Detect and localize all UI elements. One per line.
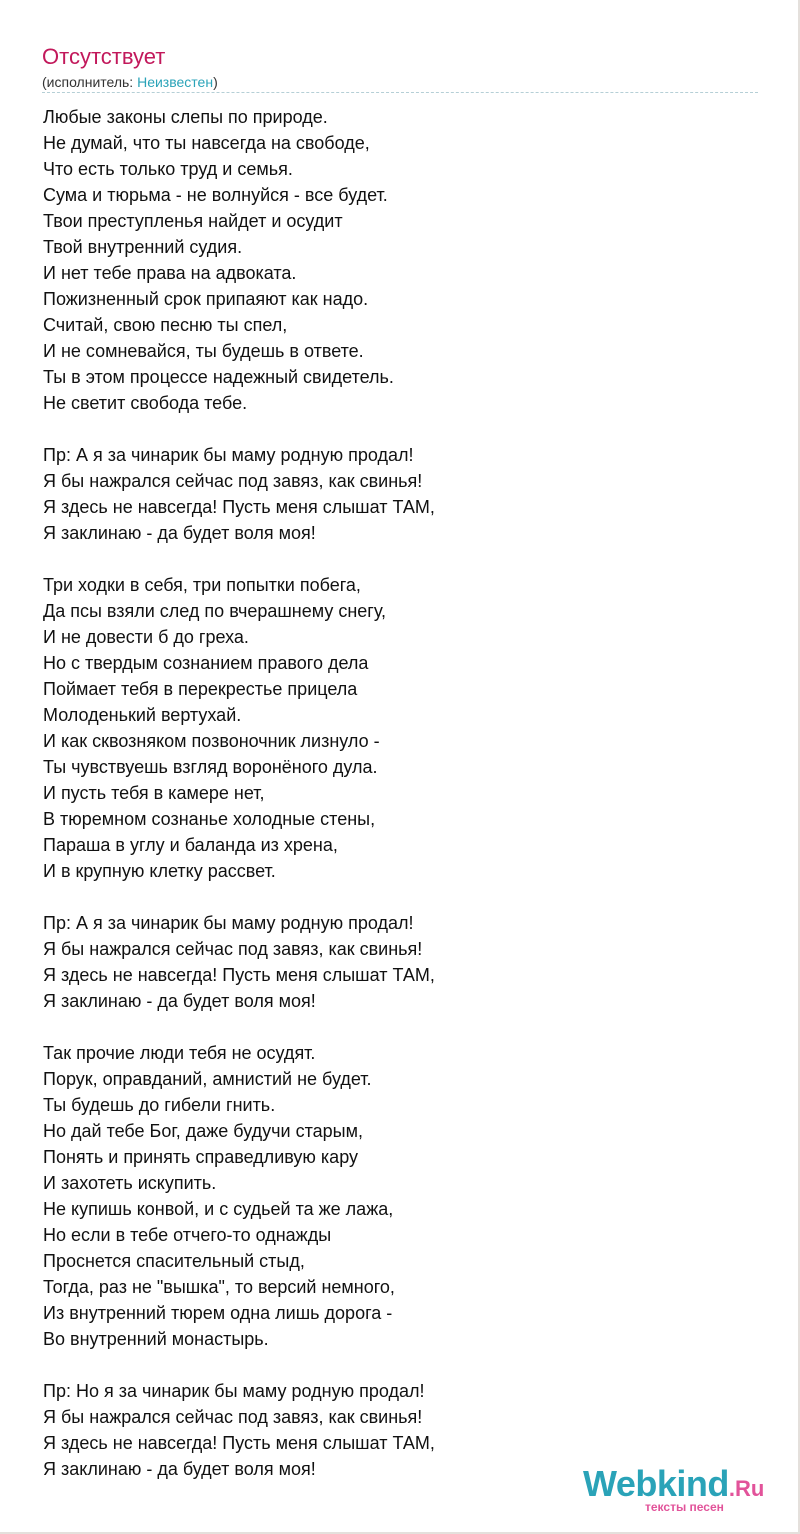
lyric-line: Но с твердым сознанием правого дела <box>43 653 369 673</box>
lyric-line: И не довести б до греха. <box>43 627 249 647</box>
lyric-line: Из внутренний тюрем одна лишь дорога - <box>43 1303 393 1323</box>
artist-suffix: ) <box>213 74 218 90</box>
lyrics-stanza <box>43 1040 763 1352</box>
lyric-line: Пр: Но я за чинарик бы маму родную продал! <box>43 1381 425 1401</box>
lyrics-stanza <box>43 572 763 884</box>
lyric-line: В тюремном сознанье холодные стены, <box>43 809 376 829</box>
lyric-line: Не светит свобода тебе. <box>43 393 248 413</box>
lyrics-stanza <box>43 910 763 1014</box>
lyric-line: Молоденький вертухай. <box>43 705 242 725</box>
lyric-line: И пусть тебя в камере нет, <box>43 783 265 803</box>
lyric-line: Да псы взяли след по вчерашнему снегу, <box>43 601 387 621</box>
lyric-line: Поймает тебя в перекрестье прицела <box>43 679 358 699</box>
logo-tagline: тексты песен <box>645 1500 724 1514</box>
site-logo[interactable] <box>583 1464 783 1514</box>
lyric-line: Ты чувствуешь взгляд воронёного дула. <box>43 757 378 777</box>
artist-link[interactable]: Неизвестен <box>137 74 214 90</box>
song-title: Отсутствует <box>42 44 166 69</box>
lyric-line: Так прочие люди тебя не осудят. <box>43 1043 316 1063</box>
artist-prefix: (исполнитель: <box>42 74 138 90</box>
lyric-line: Я бы нажрался сейчас под завяз, как свинья! <box>43 1407 423 1427</box>
artist-line <box>42 73 218 91</box>
lyric-line: Не купишь конвой, и с судьей та же лажа, <box>43 1199 394 1219</box>
lyrics-stanza <box>43 104 763 416</box>
lyric-line: Я бы нажрался сейчас под завяз, как свинья! <box>43 471 423 491</box>
lyric-line: Во внутренний монастырь. <box>43 1329 269 1349</box>
title-divider <box>42 92 758 93</box>
lyric-line: Пр: А я за чинарик бы маму родную продал! <box>43 445 414 465</box>
lyrics-stanza <box>43 442 763 546</box>
lyric-line: И захотеть искупить. <box>43 1173 217 1193</box>
lyric-line: Считай, свою песню ты спел, <box>43 315 288 335</box>
lyric-line: Твой внутренний судия. <box>43 237 243 257</box>
lyric-line: Я заклинаю - да будет воля моя! <box>43 523 316 543</box>
lyric-line: Я заклинаю - да будет воля моя! <box>43 1459 316 1479</box>
lyric-line: Тогда, раз не "вышка", то версий немного, <box>43 1277 395 1297</box>
logo-domain: .Ru <box>728 1476 765 1501</box>
lyric-line: Три ходки в себя, три попытки побега, <box>43 575 361 595</box>
lyric-line: Порук, оправданий, амнистий не будет. <box>43 1069 372 1089</box>
lyric-line: И как сквозняком позвоночник лизнуло - <box>43 731 380 751</box>
lyric-line: Что есть только труд и семья. <box>43 159 293 179</box>
lyric-line: Я бы нажрался сейчас под завяз, как свинья! <box>43 939 423 959</box>
lyric-line: Я заклинаю - да будет воля моя! <box>43 991 316 1011</box>
lyric-line: И нет тебе права на адвоката. <box>43 263 297 283</box>
lyric-line: Пр: А я за чинарик бы маму родную продал! <box>43 913 414 933</box>
lyric-line: Не думай, что ты навсегда на свободе, <box>43 133 370 153</box>
lyric-line: Параша в углу и баланда из хрена, <box>43 835 338 855</box>
lyric-line: Твои преступленья найдет и осудит <box>43 211 343 231</box>
lyric-line: И не сомневайся, ты будешь в ответе. <box>43 341 364 361</box>
lyrics-body <box>43 104 763 1508</box>
lyric-line: И в крупную клетку рассвет. <box>43 861 276 881</box>
lyric-line: Но если в тебе отчего-то однажды <box>43 1225 332 1245</box>
lyric-line: Ты в этом процессе надежный свидетель. <box>43 367 394 387</box>
lyric-line: Пожизненный срок припаяют как надо. <box>43 289 369 309</box>
lyric-line: Понять и принять справедливую кару <box>43 1147 358 1167</box>
logo-name: Webkind <box>583 1463 729 1504</box>
lyric-line: Проснется спасительный стыд, <box>43 1251 305 1271</box>
lyric-line: Я здесь не навсегда! Пусть меня слышат ТАМ, <box>43 497 435 517</box>
lyric-line: Ты будешь до гибели гнить. <box>43 1095 276 1115</box>
lyric-line: Но дай тебе Бог, даже будучи старым, <box>43 1121 363 1141</box>
lyric-line: Я здесь не навсегда! Пусть меня слышат ТАМ, <box>43 965 435 985</box>
lyric-line: Я здесь не навсегда! Пусть меня слышат ТАМ, <box>43 1433 435 1453</box>
lyric-line: Любые законы слепы по природе. <box>43 107 328 127</box>
lyric-line: Сума и тюрьма - не волнуйся - все будет. <box>43 185 388 205</box>
